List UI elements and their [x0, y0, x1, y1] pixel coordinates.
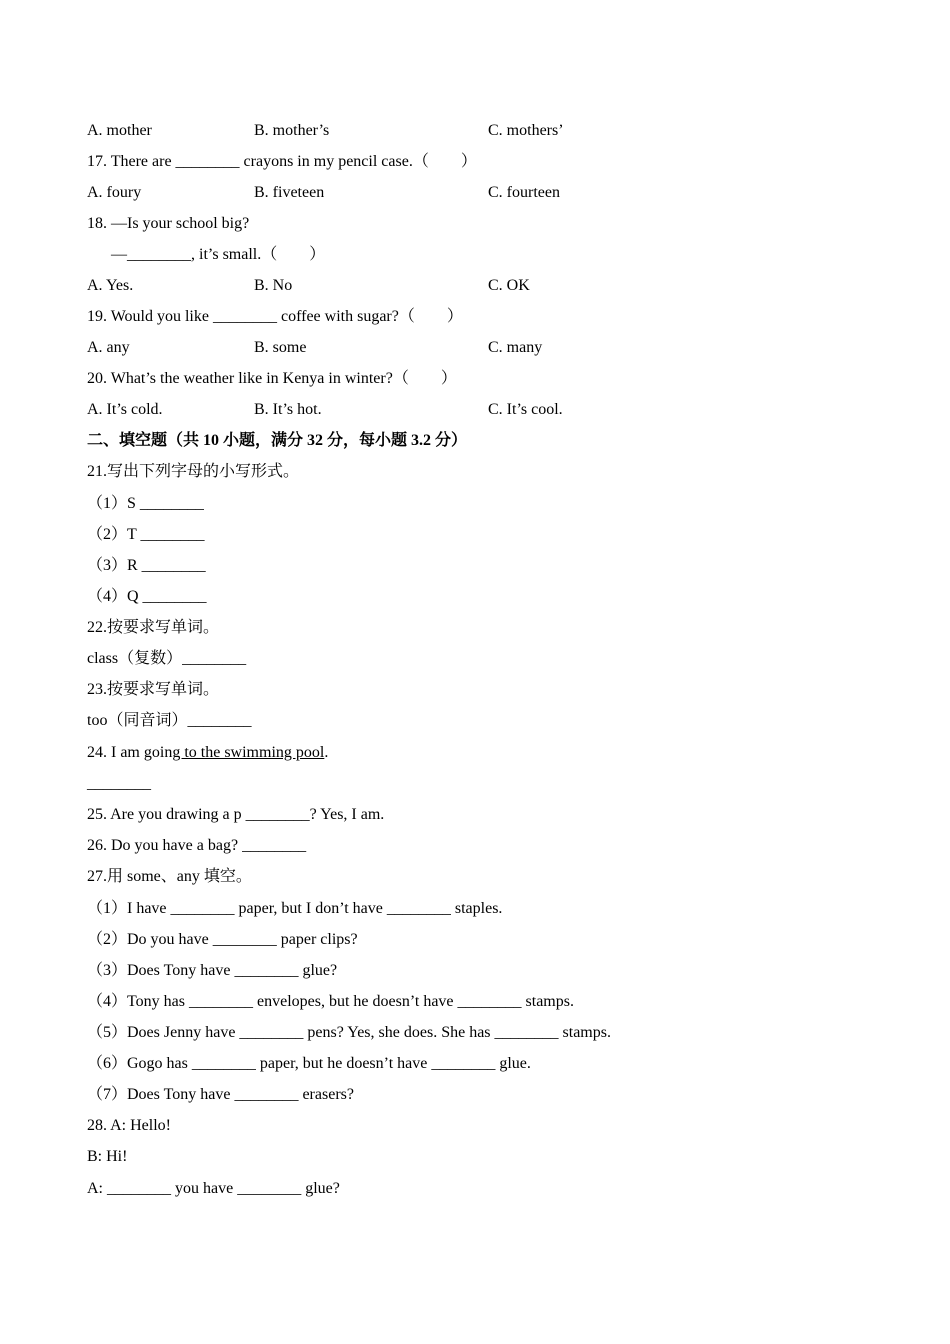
q23-stem: 23.按要求写单词。: [87, 681, 220, 698]
q28-line: B: Hi!: [87, 1148, 128, 1165]
q27-item: （3）Does Tony have ________ glue?: [87, 962, 338, 979]
q21-item: （2）T ________: [87, 526, 205, 543]
q24-stem: [87, 743, 328, 763]
q27-stem: 27.用 some、any 填空。: [87, 868, 252, 885]
q24-answer-blank: ________: [87, 775, 151, 792]
q27-item: （7）Does Tony have ________ erasers?: [87, 1086, 354, 1103]
q18-option-a: A. Yes.: [87, 277, 134, 294]
q21-item: （1）S ________: [87, 495, 204, 512]
q24-suffix: .: [324, 744, 329, 761]
q28-line: A: ________ you have ________ glue?: [87, 1180, 340, 1197]
q20-option-b: B. It’s hot.: [254, 401, 322, 418]
q26-stem: 26. Do you have a bag? ________: [87, 837, 307, 854]
q19-option-b: B. some: [254, 339, 307, 356]
q16-option-a: A. mother: [87, 122, 152, 139]
q18-response-line: —________, it’s small.（ ）: [111, 246, 326, 263]
q27-item: （5）Does Jenny have ________ pens? Yes, she does. She has ________ stamps.: [87, 1024, 611, 1041]
q21-item: （4）Q ________: [87, 588, 207, 605]
q24-prefix: 24. I am goin: [87, 744, 173, 761]
q17-option-c: C. fourteen: [488, 184, 560, 201]
q21-stem: 21.写出下列字母的小写形式。: [87, 463, 300, 480]
q27-item: （6）Gogo has ________ paper, but he doesn’t have ________ glue.: [87, 1055, 531, 1072]
q23-item: too（同音词）________: [87, 712, 252, 729]
q17-option-a: A. foury: [87, 184, 142, 201]
q20-option-c: C. It’s cool.: [488, 401, 563, 418]
q16-option-c: C. mothers’: [488, 122, 564, 139]
q27-item: （2）Do you have ________ paper clips?: [87, 931, 358, 948]
q16-option-b: B. mother’s: [254, 122, 330, 139]
q20-option-a: A. It’s cold.: [87, 401, 163, 418]
q17-stem: 17. There are ________ crayons in my pencil case.（ ）: [87, 153, 477, 170]
q21-item: （3）R ________: [87, 557, 206, 574]
q19-stem: 19. Would you like ________ coffee with sugar?（ ）: [87, 308, 463, 325]
q22-stem: 22.按要求写单词。: [87, 619, 220, 636]
q27-item: （1）I have ________ paper, but I don’t have ________ staples.: [87, 900, 503, 917]
q18-option-b: B. No: [254, 277, 293, 294]
q19-option-c: C. many: [488, 339, 543, 356]
section-heading: 二、填空题（共 10 小题，满分 32 分，每小题 3.2 分）: [87, 432, 468, 449]
q17-option-b: B. fiveteen: [254, 184, 325, 201]
q25-stem: 25. Are you drawing a p ________? Yes, I am.: [87, 806, 385, 823]
q18-stem: 18. —Is your school big?: [87, 215, 250, 232]
q24-underlined-phrase: g to the swimming pool: [172, 744, 325, 761]
q28-line: 28. A: Hello!: [87, 1117, 171, 1134]
q20-stem: 20. What’s the weather like in Kenya in winter?（ ）: [87, 370, 457, 387]
q19-option-a: A. any: [87, 339, 130, 356]
q22-item: class（复数）________: [87, 650, 247, 667]
q18-option-c: C. OK: [488, 277, 530, 294]
q27-item: （4）Tony has ________ envelopes, but he doesn’t have ________ stamps.: [87, 993, 574, 1010]
